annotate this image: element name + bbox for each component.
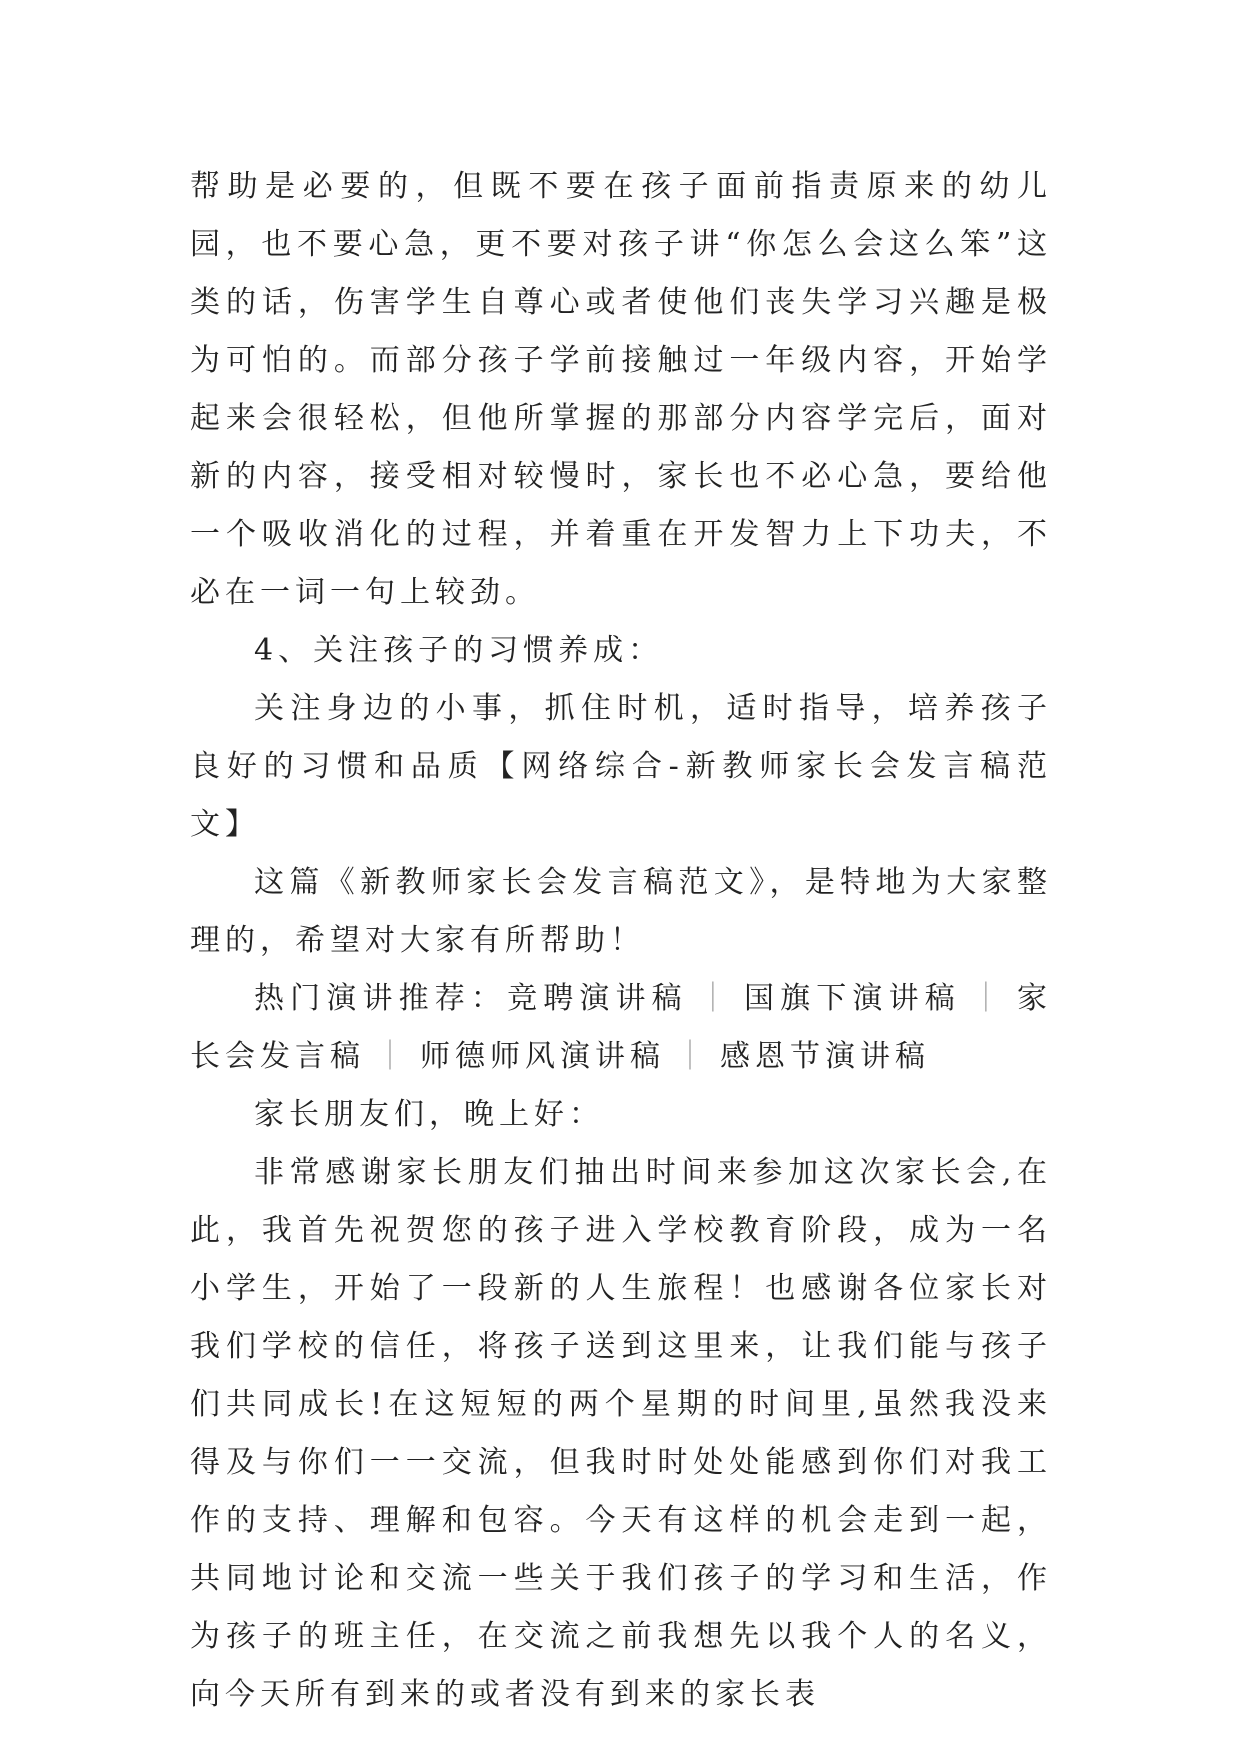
paragraph-intro-note: 这篇《新教师家长会发言稿范文》，是特地为大家整理的，希望对大家有所帮助！ xyxy=(190,865,1052,958)
paragraph-thanks: 非常感谢家长朋友们抽出时间来参加这次家长会,在此，我首先祝贺您的孩子进入学校教育阶段，成为一名小学生，开始了一段新的人生旅程！也感谢各位家长对我们学校的信任，将孩子送到这里来，让我们能与孩子们共同成长!在这短短的两个星期的时间里,虽然我没来得及与你们一一交流，但我时时处处能感到你们对我工作的支持、理解和包容。今天有这样的机会走到一起，共同地讨论和交流一些关于我们孩子的学习和生活，作为孩子的班主任，在交流之前我想先以我个人的名义，向今天所有到来的或者没有到来的家长表 xyxy=(190,1155,1052,1712)
link-separator: ｜ xyxy=(375,1039,410,1074)
hot-link-guoqixia[interactable]: 国旗下演讲稿 xyxy=(743,981,961,1016)
paragraph-advice: 帮助是必要的，但既不要在孩子面前指责原来的幼儿园，也不要心急，更不要对孩子讲“你怎么会这么笨”这类的话，伤害学生自尊心或者使他们丧失学习兴趣是极为可怕的。而部分孩子学前接触过一年级内容，开始学起来会很轻松，但他所掌握的那部分内容学完后，面对新的内容，接受相对较慢时，家长也不必心急，要给他一个吸收消化的过程，并着重在开发智力上下功夫，不必在一词一句上较劲。 xyxy=(190,169,1052,610)
paragraph-habit-body: 关注身边的小事，抓住时机，适时指导，培养孩子良好的习惯和品质【网络综合-新教师家长会发言稿范文】 xyxy=(190,691,1052,842)
link-separator: ｜ xyxy=(697,981,734,1016)
hot-link-jiazhanghui[interactable]: 家长会发言稿 xyxy=(190,981,1053,1074)
link-separator: ｜ xyxy=(675,1039,710,1074)
link-separator: ｜ xyxy=(970,981,1008,1016)
paragraph-habit-heading: 4、关注孩子的习惯养成： xyxy=(254,633,664,668)
paragraph-greeting: 家长朋友们，晚上好： xyxy=(254,1097,604,1132)
document-body xyxy=(190,158,1052,1724)
hot-links-prefix: 热门演讲推荐： xyxy=(254,981,508,1016)
hot-links-line xyxy=(190,970,1052,1086)
hot-link-shide[interactable]: 师德师风演讲稿 xyxy=(420,1039,665,1074)
hot-link-jingpin[interactable]: 竞聘演讲稿 xyxy=(507,981,688,1016)
hot-link-ganen[interactable]: 感恩节演讲稿 xyxy=(720,1039,930,1074)
